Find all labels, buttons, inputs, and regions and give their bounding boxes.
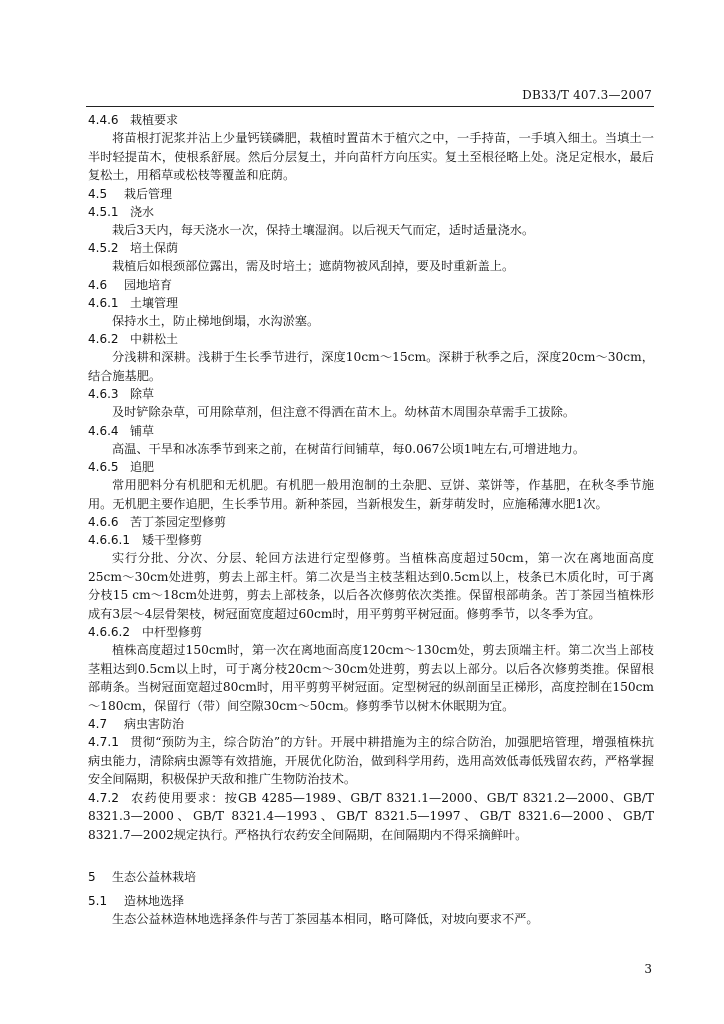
paragraph: 及时铲除杂草，可用除草剂，但注意不得洒在苗木上。幼林苗木周围杂草需手工拔除。: [112, 405, 576, 419]
numbered-paragraph-4-7-1: 4.7.1 贯彻“预防为主，综合防治”的方针。开展中耕措施为主的综合防治，加强肥培管理，增强植株抗病虫能力，清除病虫源等有效措施，开展优化防治，做到科学用药，选用高效低毒低残留农药，严格掌握安全间隔期，积极保护天敌和推广生物防治技术。: [88, 735, 654, 786]
heading-4-7: 4.7 病虫害防治: [88, 717, 185, 731]
heading-5-1: 5.1 造林地选择: [88, 894, 185, 908]
heading-4-6-3: 4.6.3 除草: [88, 387, 155, 401]
header-rule: [86, 106, 654, 107]
document-body: [88, 111, 654, 929]
paragraph: 生态公益林造林地选择条件与苦丁茶园基本相同，略可降低，对坡向要求不严。: [112, 912, 539, 926]
heading-4-6-1: 4.6.1 土壤管理: [88, 295, 179, 310]
heading-4-6-6-1: 4.6.6.1 矮干型修剪: [88, 533, 203, 547]
heading-4-6-2: 4.6.2 中耕松土: [88, 332, 179, 346]
heading-4-6-5: 4.6.5 追肥: [88, 460, 155, 474]
heading-4-6: 4.6 园地培育: [88, 277, 173, 292]
heading-4-6-6-2: 4.6.6.2 中杆型修剪: [88, 625, 203, 639]
paragraph: 常用肥料分有机肥和无机肥。有机肥一般用泡制的土杂肥、豆饼、菜饼等，作基肥，在秋冬季节施用。无机肥主要作追肥，生长季节用。新种茶园，当新根发生，新芽萌发时，应施稀薄水肥1次。: [88, 478, 654, 511]
paragraph: 保持水土，防止梯地倒塌，水沟淤塞。: [112, 313, 320, 328]
heading-4-6-6: 4.6.6 苦丁茶园定型修剪: [88, 515, 227, 529]
paragraph: 栽后3天内，每天浇水一次，保持土壤湿润。以后视天气而定，适时适量浇水。: [112, 222, 535, 237]
heading-4-4-6: 4.4.6 栽植要求: [88, 113, 179, 127]
numbered-paragraph-4-7-2: 4.7.2 农药使用要求：按GB 4285—1989、GB/T 8321.1—2000、GB/T 8321.2—2000、GB/T 8321.3—2000、GB/T 8321.4—1993、GB/T 8321.5—1997、GB/T 8321.6—2000、GB/T 8321.7—2002规定执行。严格执行农药安全间隔期，在间隔期内不得采摘鲜叶。: [88, 790, 654, 842]
paragraph: 植株高度超过150cm时，第一次在离地面高度120cm～130cm处，剪去顶端主杆。第二次当上部枝茎粗达到0.5cm以上时，可于离分枝20cm～30cm处进剪，剪去以上部分。以后各次修剪类推。保留根部萌条。当树冠面宽超过80cm时，用平剪剪平树冠面。定型树冠的纵剖面呈正梯形，高度控制在150cm～180cm，保留行（带）间空隙30cm～50cm。修剪季节以树木休眠期为宜。: [88, 643, 654, 713]
paragraph: 分浅耕和深耕。浅耕于生长季节进行，深度10cm～15cm。深耕于秋季之后，深度20cm～30cm，结合施基肥。: [88, 350, 654, 383]
paragraph: 将苗根打泥浆并沾上少量钙镁磷肥，栽植时置苗木于植穴之中，一手持苗，一手填入细土。当填土一半时轻提苗木，使根系舒展。然后分层复土，并向苗杆方向压实。复土至根径略上处。浇足定根水，最后复松土，用稻草或松枝等覆盖和庇荫。: [88, 131, 654, 182]
heading-4-5-2: 4.5.2 培土保荫: [88, 241, 179, 255]
heading-5: 5 生态公益林栽培: [88, 870, 197, 884]
standard-code: DB33/T 407.3—2007: [522, 88, 652, 102]
heading-4-5: 4.5 栽后管理: [88, 186, 173, 201]
page-number: 3: [644, 962, 652, 976]
paragraph: 栽植后如根颈部位露出，需及时培土；遮荫物被风刮掉，要及时重新盖上。: [112, 259, 515, 273]
paragraph: 高温、干旱和冰冻季节到来之前，在树苗行间铺草，每0.067公顷1吨左右,可增进地力。: [112, 441, 586, 456]
paragraph: 实行分批、分次、分层、轮回方法进行定型修剪。当植株高度超过50cm，第一次在离地面高度25cm～30cm处进剪，剪去上部主杆。第二次是当主枝茎粗达到0.5cm以上，枝条已木质化时，可于离分枝15 cm～18cm处进剪，剪去上部枝条，以后各次修剪依次类推。保留根部萌条。苦丁茶园当植株形成有3层～4层骨架枝，树冠面宽度超过60cm时，用平剪剪平树冠面。修剪季节，以冬季为宜。: [88, 551, 654, 621]
heading-4-5-1: 4.5.1 浇水: [88, 204, 155, 219]
heading-4-6-4: 4.6.4 铺草: [88, 423, 155, 438]
